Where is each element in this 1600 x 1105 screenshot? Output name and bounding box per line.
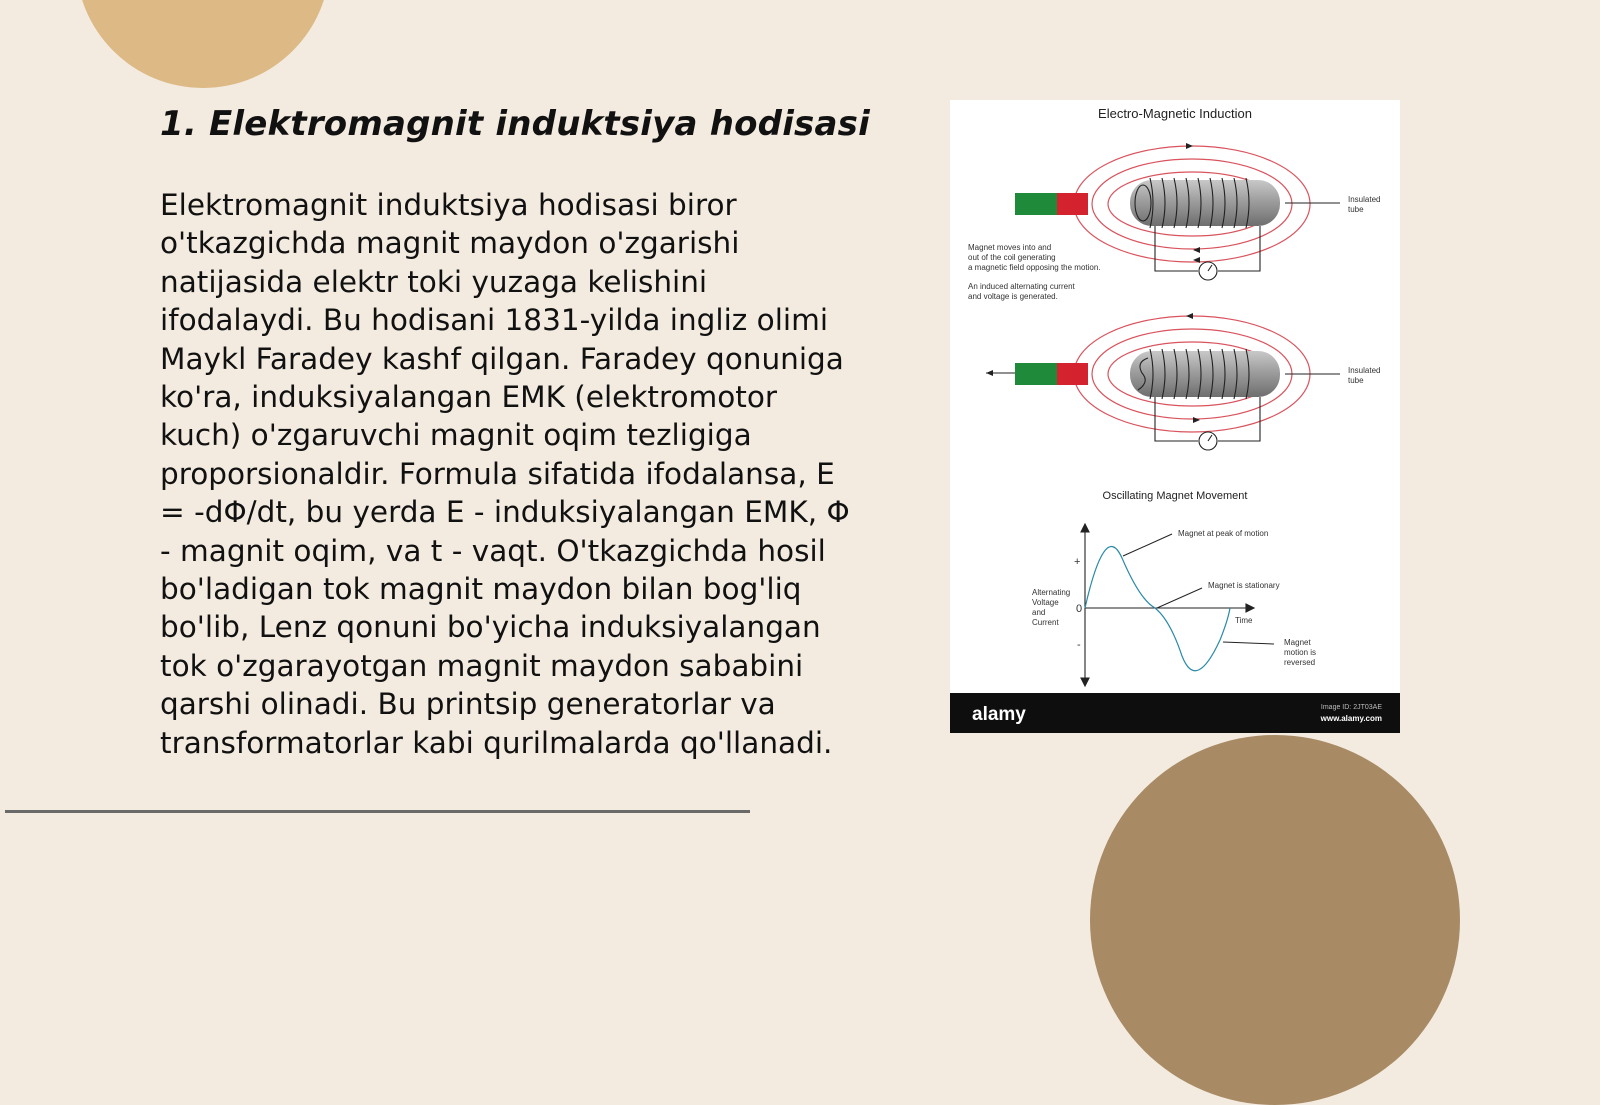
figure-title: Electro-Magnetic Induction xyxy=(1098,106,1252,121)
insulated-label-bottom: Insulated xyxy=(1348,366,1381,375)
graph-title: Oscillating Magnet Movement xyxy=(1102,490,1248,502)
oscillation-wave xyxy=(1085,547,1230,671)
tube-label-bottom: tube xyxy=(1348,376,1364,385)
magnet-top xyxy=(1015,193,1088,215)
time-label: Time xyxy=(1235,616,1253,625)
slide-body-text: Elektromagnit induktsiya hodisasi biror o'tkazgichda magnit maydon o'zgarishi natijasida elektr toki yuzaga kelishini ifodalaydi. Bu hodisani 1831-yilda ingliz olimi Maykl Faradey kashf qilgan. Faradey qonuniga ko'ra, induksiyalangan EMK (elektromotor kuch) o'zgaruvchi magnit oqim tezligiga proporsionaldir. Formula sifatida ifodalansa, E = -dΦ/dt, bu yerda E - induksiyalangan EMK, Φ - magnit oqim, va t - vaqt. O'tkazgichda hosil bo'ladigan tok magnit maydon bilan bog'liq bo'lib, Lenz qonuni bo'yicha induksiyalangan tok o'zgarayotgan magnit maydon sababini qarshi olinadi. Bu printsip generatorlar va transformatorlar kabi qurilmalarda qo'llanadi. xyxy=(160,188,850,760)
svg-text:motion is: motion is xyxy=(1284,648,1317,657)
slide-title: 1. Elektromagnit induktsiya hodisasi xyxy=(160,104,870,144)
induction-figure xyxy=(950,100,1400,733)
minus-sign: - xyxy=(1077,639,1081,651)
svg-text:Magnet moves into and: Magnet moves into and xyxy=(968,243,1052,252)
plus-sign: + xyxy=(1074,556,1081,568)
svg-text:and voltage is generated.: and voltage is generated. xyxy=(968,292,1058,301)
svg-text:and: and xyxy=(1032,608,1046,617)
svg-text:Current: Current xyxy=(1032,618,1059,627)
decorative-circle-top xyxy=(76,0,330,88)
svg-text:out of the coil generating: out of the coil generating xyxy=(968,253,1056,262)
svg-text:a magnetic field opposing the: a magnetic field opposing the motion. xyxy=(968,263,1101,272)
svg-text:reversed: reversed xyxy=(1284,658,1316,667)
magnet-bottom xyxy=(1015,363,1088,385)
stationary-label: Magnet is stationary xyxy=(1208,581,1280,590)
insulated-label-top: Insulated xyxy=(1348,195,1381,204)
divider-line xyxy=(5,810,750,813)
svg-text:Magnet: Magnet xyxy=(1284,638,1311,647)
watermark-logo: alamy xyxy=(972,704,1026,725)
peak-label: Magnet at peak of motion xyxy=(1178,529,1269,538)
image-id: Image ID: 2JT03AE xyxy=(1320,704,1382,711)
svg-text:An induced alternating current: An induced alternating current xyxy=(968,282,1075,291)
circuit-wire-top xyxy=(1155,226,1260,280)
svg-text:Voltage: Voltage xyxy=(1032,598,1059,607)
motion-caption xyxy=(968,243,1101,301)
stock-site: www.alamy.com xyxy=(1320,714,1382,723)
reversed-label xyxy=(1284,638,1316,667)
decorative-circle-bottom xyxy=(1090,735,1460,1105)
svg-text:Alternating: Alternating xyxy=(1032,588,1071,597)
y-axis-label xyxy=(1032,588,1070,627)
zero-label: 0 xyxy=(1076,603,1083,615)
tube-label-top: tube xyxy=(1348,205,1364,214)
